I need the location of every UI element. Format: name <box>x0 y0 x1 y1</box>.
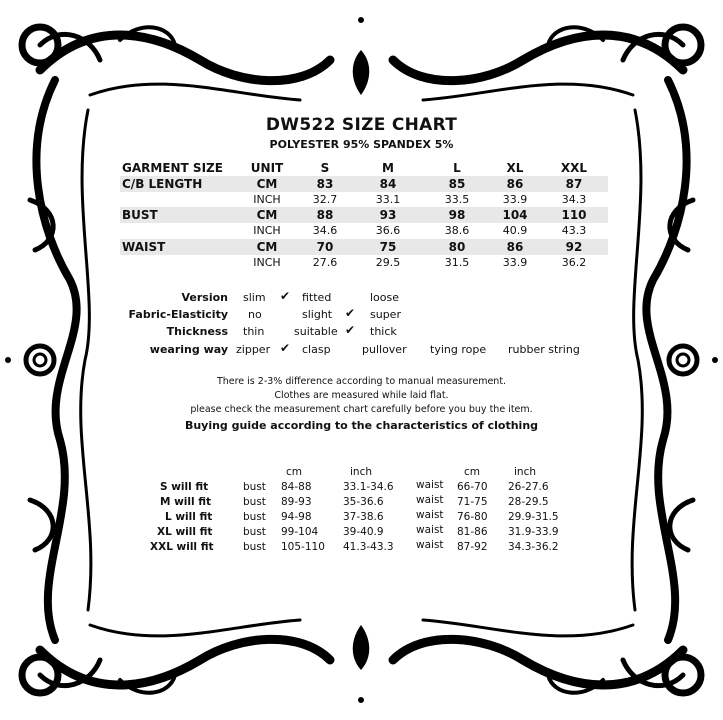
value-cell: 98 <box>448 208 466 222</box>
bust-label: bust <box>243 511 266 523</box>
bust-inch: 37-38.6 <box>343 511 384 523</box>
header-unit: UNIT <box>250 161 284 175</box>
value-cell: 83 <box>316 177 334 191</box>
col-header-waist-inch: inch <box>514 466 536 478</box>
table-row-waist-cm <box>120 239 608 255</box>
bust-label: bust <box>243 526 266 538</box>
value-cell: 92 <box>565 240 583 254</box>
header-size-s: S <box>320 161 330 175</box>
value-cell: 33.5 <box>444 193 470 206</box>
value-cell: 84 <box>379 177 397 191</box>
note-laid-flat: Clothes are measured while laid flat. <box>274 390 449 401</box>
check-icon: ✔ <box>345 306 356 320</box>
attr-label-thickness: Thickness <box>166 325 228 338</box>
value-cell: 87 <box>565 177 583 191</box>
option-thin: thin <box>243 325 265 338</box>
unit-cm: CM <box>256 208 278 222</box>
unit-cm: CM <box>256 177 278 191</box>
value-cell: 70 <box>316 240 334 254</box>
option-super: super <box>370 308 401 321</box>
value-cell: 86 <box>506 240 524 254</box>
bust-label: bust <box>243 481 266 493</box>
col-header-bust-cm: cm <box>286 466 303 478</box>
row-label: WAIST <box>122 240 166 254</box>
waist-inch: 34.3-36.2 <box>508 541 559 553</box>
fit-label: S will fit <box>160 481 209 493</box>
option-suitable: suitable <box>294 325 338 338</box>
header-size-xl: XL <box>506 161 524 175</box>
table-row-cb-length-inch <box>120 192 608 208</box>
frame-top-medallion <box>353 50 370 95</box>
unit-cm: CM <box>256 240 278 254</box>
option-zipper: zipper <box>236 343 271 356</box>
value-cell: 36.2 <box>561 256 587 269</box>
material-composition: POLYESTER 95% SPANDEX 5% <box>269 138 454 151</box>
bust-inch: 33.1-34.6 <box>343 481 394 493</box>
option-no: no <box>248 308 262 321</box>
header-size-xxl: XXL <box>560 161 588 175</box>
buying-guide-title: Buying guide according to the characteristics of clothing <box>184 419 539 432</box>
value-cell: 86 <box>506 177 524 191</box>
frame-bottom-medallion <box>353 625 370 670</box>
value-cell: 93 <box>379 208 397 222</box>
value-cell: 33.9 <box>502 256 528 269</box>
fit-label: M will fit <box>160 496 212 508</box>
table-row-bust-inch <box>120 223 608 239</box>
waist-label: waist <box>416 494 444 506</box>
waist-inch: 31.9-33.9 <box>508 526 559 538</box>
value-cell: 80 <box>448 240 466 254</box>
table-row-cb-length-cm <box>120 176 608 192</box>
value-cell: 34.3 <box>561 193 587 206</box>
value-cell: 32.7 <box>312 193 338 206</box>
header-size-m: M <box>382 161 394 175</box>
value-cell: 36.6 <box>375 224 401 237</box>
col-header-waist-cm: cm <box>464 466 481 478</box>
bust-cm: 94-98 <box>281 511 312 523</box>
frame-left-scroll <box>36 80 76 640</box>
attr-label-wearing-way: wearing way <box>149 343 228 356</box>
bust-label: bust <box>243 496 266 508</box>
value-cell: 29.5 <box>375 256 401 269</box>
unit-inch: INCH <box>253 193 281 206</box>
waist-label: waist <box>416 524 444 536</box>
option-slim: slim <box>243 291 266 304</box>
option-thick: thick <box>370 325 397 338</box>
value-cell: 85 <box>448 177 466 191</box>
header-size-l: L <box>453 161 461 175</box>
value-cell: 27.6 <box>312 256 338 269</box>
value-cell: 31.5 <box>444 256 470 269</box>
bust-cm: 99-104 <box>281 526 319 538</box>
header-garment-size: GARMENT SIZE <box>122 161 223 175</box>
value-cell: 33.1 <box>375 193 401 206</box>
table-header-row <box>120 160 608 176</box>
page-title: DW522 SIZE CHART <box>265 115 458 135</box>
option-loose: loose <box>370 291 400 304</box>
fit-label: XXL will fit <box>150 541 214 553</box>
attr-label-version: Version <box>181 291 228 304</box>
waist-label: waist <box>416 539 444 551</box>
bust-cm: 105-110 <box>281 541 325 553</box>
check-icon: ✔ <box>280 289 291 303</box>
row-label: BUST <box>122 208 158 222</box>
value-cell: 75 <box>379 240 397 254</box>
waist-cm: 66-70 <box>457 481 488 493</box>
note-measurement-difference: There is 2-3% difference according to manual measurement. <box>216 376 507 387</box>
option-rubber-string: rubber string <box>508 343 580 356</box>
bust-inch: 41.3-43.3 <box>343 541 394 553</box>
option-pullover: pullover <box>362 343 407 356</box>
value-cell: 43.3 <box>561 224 587 237</box>
value-cell: 33.9 <box>502 193 528 206</box>
value-cell: 38.6 <box>444 224 470 237</box>
note-check-chart: please check the measurement chart carefully before you buy the item. <box>190 404 533 415</box>
value-cell: 34.6 <box>312 224 338 237</box>
bust-cm: 84-88 <box>281 481 312 493</box>
waist-label: waist <box>416 479 444 491</box>
waist-cm: 71-75 <box>457 496 488 508</box>
waist-cm: 76-80 <box>457 511 488 523</box>
table-row-bust-cm <box>120 207 608 223</box>
row-label: C/B LENGTH <box>122 177 203 191</box>
option-tying-rope: tying rope <box>430 343 487 356</box>
option-clasp: clasp <box>302 343 331 356</box>
fit-label: L will fit <box>165 511 213 523</box>
waist-inch: 28-29.5 <box>508 496 549 508</box>
value-cell: 40.9 <box>502 224 528 237</box>
value-cell: 110 <box>561 208 587 222</box>
bust-label: bust <box>243 541 266 553</box>
waist-inch: 26-27.6 <box>508 481 549 493</box>
option-fitted: fitted <box>302 291 332 304</box>
bust-cm: 89-93 <box>281 496 312 508</box>
table-row-waist-inch <box>120 255 608 271</box>
waist-cm: 87-92 <box>457 541 488 553</box>
waist-label: waist <box>416 509 444 521</box>
check-icon: ✔ <box>280 341 291 355</box>
value-cell: 104 <box>502 208 528 222</box>
col-header-bust-inch: inch <box>350 466 372 478</box>
bust-inch: 39-40.9 <box>343 526 384 538</box>
value-cell: 88 <box>316 208 334 222</box>
fit-label: XL will fit <box>157 526 213 538</box>
frame-right-scroll <box>646 80 686 640</box>
waist-inch: 29.9-31.5 <box>508 511 559 523</box>
waist-cm: 81-86 <box>457 526 488 538</box>
attr-label-fabric-elasticity: Fabric-Elasticity <box>128 308 228 321</box>
option-slight: slight <box>302 308 333 321</box>
check-icon: ✔ <box>345 323 356 337</box>
unit-inch: INCH <box>253 256 281 269</box>
bust-inch: 35-36.6 <box>343 496 384 508</box>
unit-inch: INCH <box>253 224 281 237</box>
